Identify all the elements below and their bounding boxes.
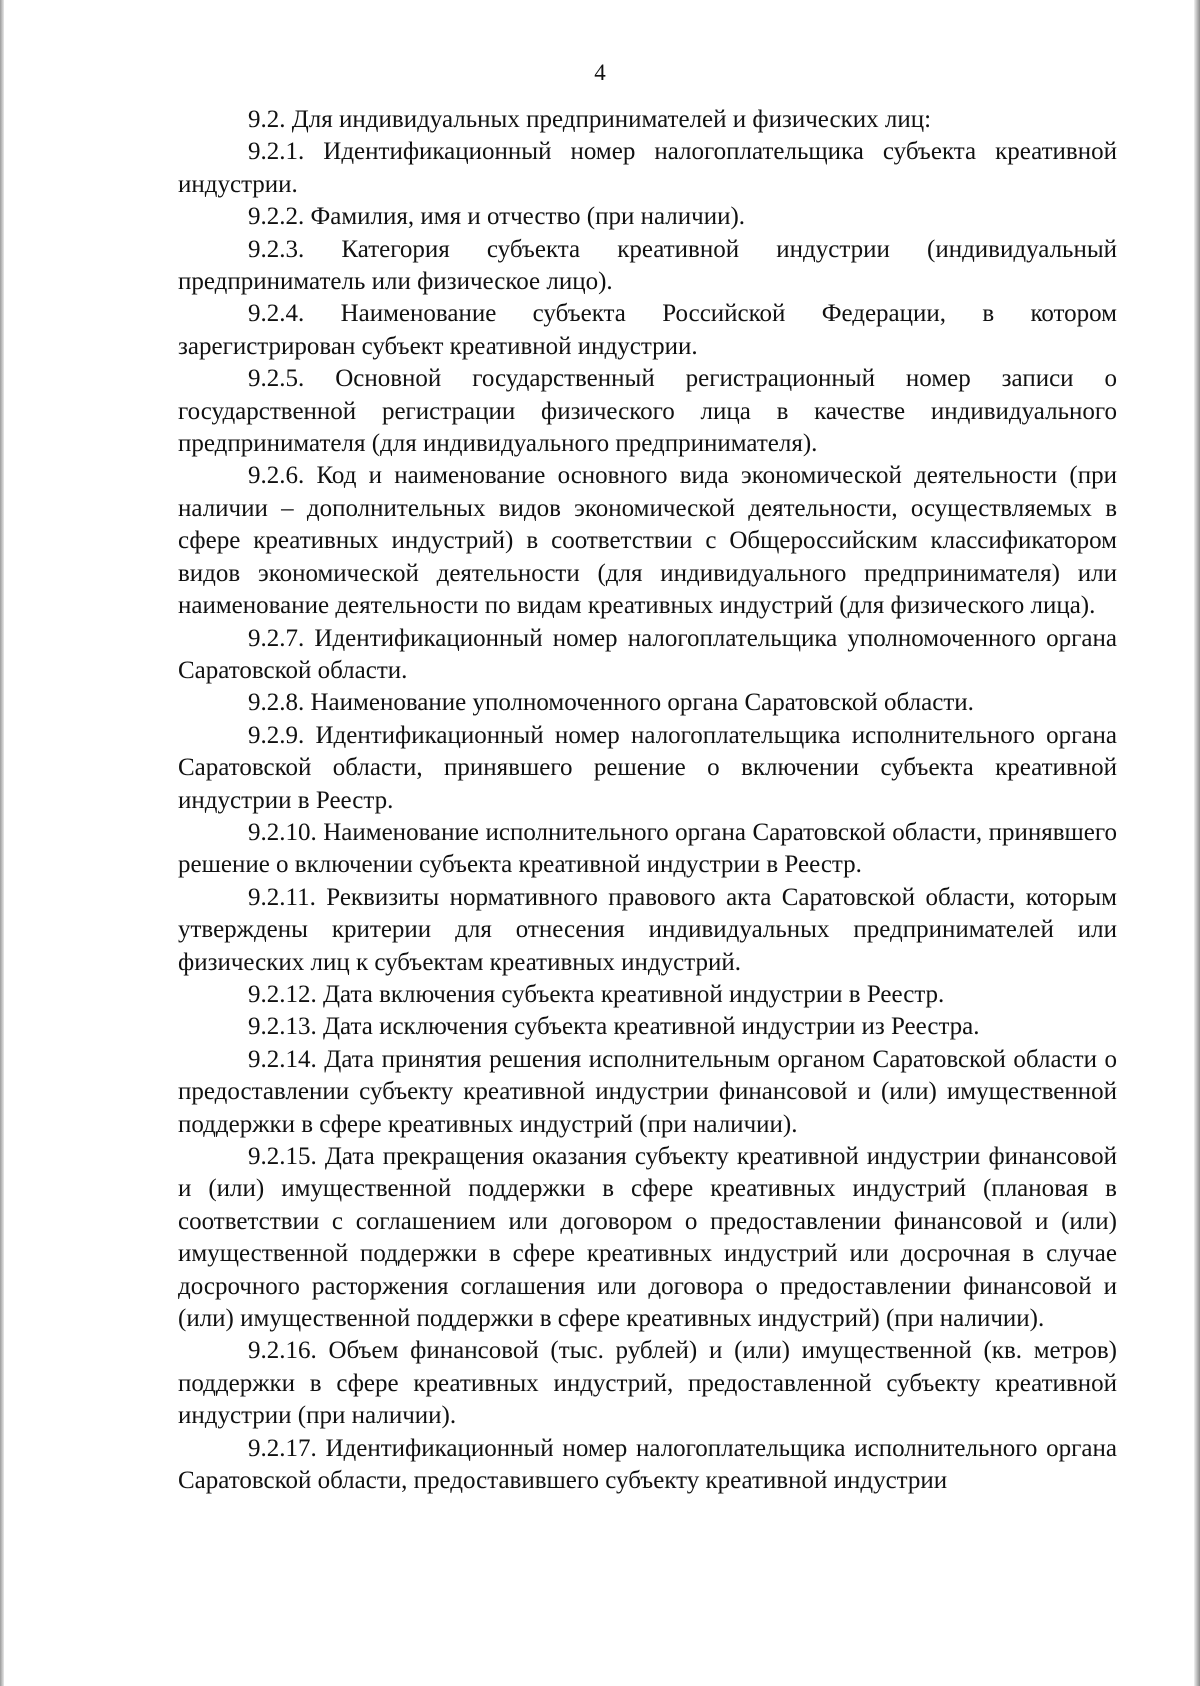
paragraph-9-2-17: 9.2.17. Идентификационный номер налогоплательщика исполнительного органа Саратовской области, предоставившего субъекту креативной индустрии (178, 1434, 1117, 1495)
paragraph-9-2-5: 9.2.5. Основной государственный регистрационный номер записи о государственной регистрации физического лица в качестве индивидуального предпринимателя (для индивидуального предпринимателя). (178, 365, 1117, 458)
paragraph-9-2-12: 9.2.12. Дата включения субъекта креативной индустрии в Реестр. (248, 980, 945, 1008)
paragraph-9-2-13: 9.2.13. Дата исключения субъекта креативной индустрии из Реестра. (248, 1013, 980, 1041)
scan-edge-left (0, 0, 4, 1686)
paragraph-9-2-14: 9.2.14. Дата принятия решения исполнительным органом Саратовской области о предоставлении субъекту креативной индустрии финансовой и (или) имущественной поддержки в сфере креативных индустрий (при наличии). (178, 1045, 1117, 1138)
paragraph-9-2-10: 9.2.10. Наименование исполнительного органа Саратовской области, принявшего решение о включении субъекта креативной индустрии в Реестр. (178, 818, 1117, 879)
paragraph-9-2-16: 9.2.16. Объем финансовой (тыс. рублей) и (или) имущественной (кв. метров) поддержки в сфере креативных индустрий, предоставленной субъекту креативной индустрии (при наличии). (178, 1337, 1117, 1430)
paragraph-9-2-1: 9.2.1. Идентификационный номер налогоплательщика субъекта креативной индустрии. (178, 138, 1117, 198)
paragraph-9-2-4: 9.2.4. Наименование субъекта Российской Федерации, в котором зарегистрирован субъект креативной индустрии. (178, 300, 1117, 360)
paragraph-9-2-7: 9.2.7. Идентификационный номер налогоплательщика уполномоченного органа Саратовской области. (178, 624, 1117, 684)
paragraph-9-2-3: 9.2.3. Категория субъекта креативной индустрии (индивидуальный предприниматель или физическое лицо). (178, 235, 1117, 296)
page-number: 4 (594, 60, 606, 85)
paragraph-9-2-8: 9.2.8. Наименование уполномоченного органа Саратовской области. (248, 689, 974, 717)
paragraph-9-2-15: 9.2.15. Дата прекращения оказания субъекту креативной индустрии финансовой и (или) имущественной поддержки в сфере креативных индустрий (плановая в соответствии с соглашением или договором о предоставлении финансовой и (или) имущественной поддержки в сфере креативных индустрий или досрочная в случае досрочного расторжения соглашения или договора о предоставлении финансовой и (или) имущественной поддержки в сфере креативных индустрий) (при наличии). (178, 1143, 1117, 1333)
paragraph-9-2-2: 9.2.2. Фамилия, имя и отчество (при наличии). (248, 203, 746, 231)
scan-edge-right (1194, 0, 1200, 1686)
paragraph-9-2-11: 9.2.11. Реквизиты нормативного правового акта Саратовской области, которым утверждены критерии для отнесения индивидуальных предпринимателей или физических лиц к субъектам креативных индустрий. (178, 883, 1117, 976)
paragraph-9-2: 9.2. Для индивидуальных предпринимателей и физических лиц: (248, 106, 932, 133)
paragraph-9-2-9: 9.2.9. Идентификационный номер налогоплательщика исполнительного органа Саратовской области, принявшего решение о включении субъекта креативной индустрии в Реестр. (178, 721, 1117, 814)
document-body (178, 104, 1117, 1497)
paragraph-9-2-6: 9.2.6. Код и наименование основного вида экономической деятельности (при наличии – дополнительных видов экономической деятельности, осуществляемых в сфере креативных индустрий) в соответствии с Общероссийским классификатором видов экономической деятельности (для индивидуального предпринимателя) или наименование деятельности по видам креативных индустрий (для физического лица). (178, 462, 1117, 620)
